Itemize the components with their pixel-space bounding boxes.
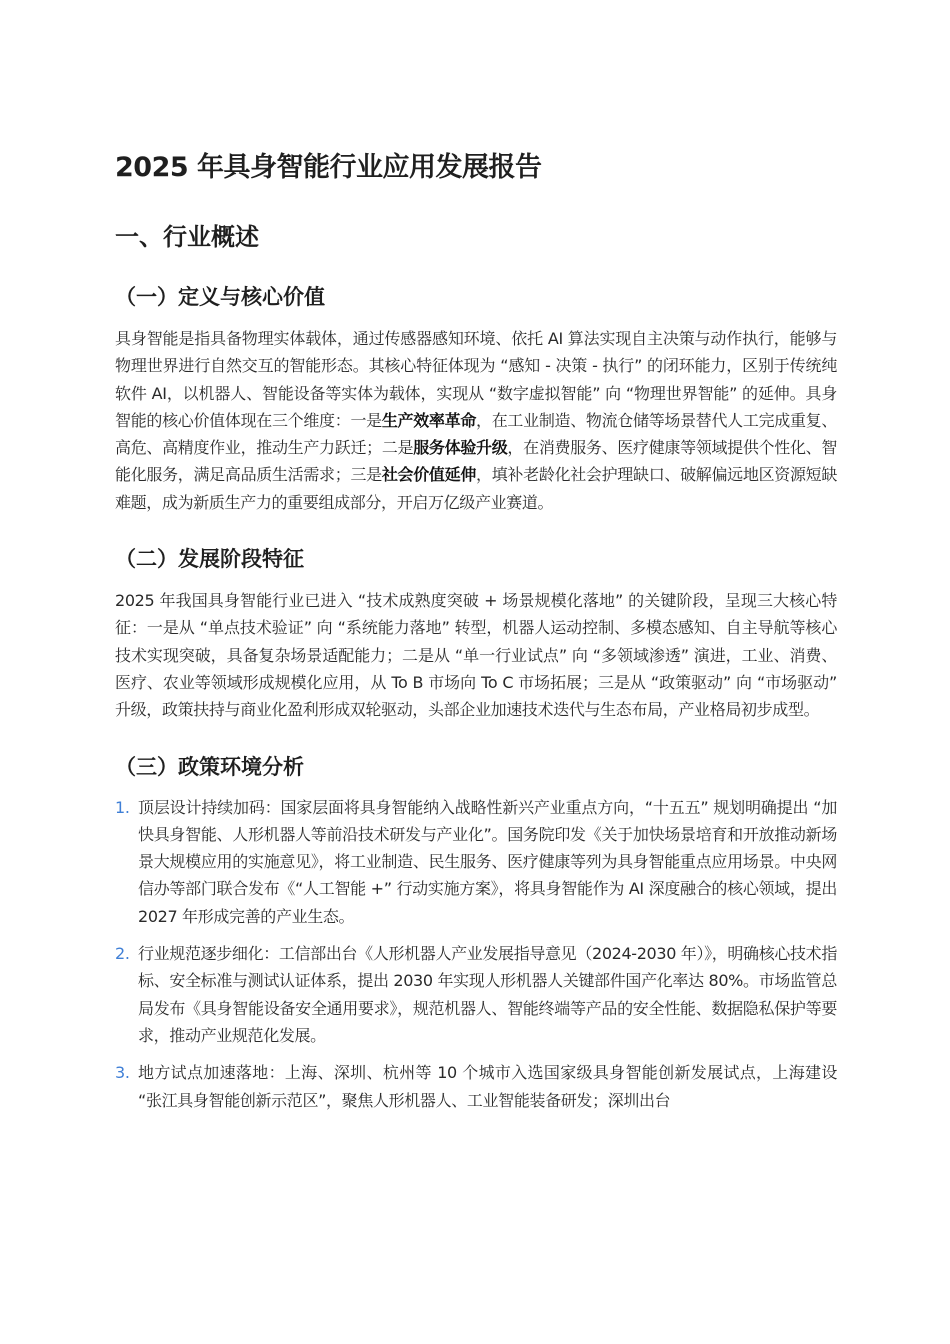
list-item-text: 顶层设计持续加码：国家层面将具身智能纳入战略性新兴产业重点方向，“十五五” 规划明确提出 “加快具身智能、人形机器人等前沿技术研发与产业化”。国务院印发《关于加快场景培育和开放推动新场景大规模应用的实施意见》，将工业制造、民生服务、医疗健康等列为具身智能重点应用场景。中央网信办等部门联合发布《“人工智能 +” 行动实施方案》，将具身智能作为 AI 深度融合的核心领域，提出 2027 年形成完善的产业生态。 <box>138 797 837 926</box>
document-page <box>115 150 837 1124</box>
list-item <box>115 794 837 930</box>
report-title: 2025 年具身智能行业应用发展报告 <box>115 152 542 183</box>
stage-paragraph: 2025 年我国具身智能行业已进入 “技术成熟度突破 + 场景规模化落地” 的关键阶段，呈现三大核心特征：一是从 “单点技术验证” 向 “系统能力落地” 转型，机器人运动控制、多模态感知、自主导航等核心技术实现突破，具备复杂场景适配能力；二是从 “单一行业试点” 向 “多领域渗透” 演进，工业、消费、医疗、农业等领域形成规模化应用，从 To B 市场向 To C 市场拓展；三是从 “政策驱动” 向 “市场驱动” 升级，政策扶持与商业化盈利形成双轮驱动，头部企业加速技术迭代与生态布局，产业格局初步成型。 <box>115 591 837 720</box>
definition-text-2: ，在工业制造、物流仓储等场景替代人工完成重复、高危、高精度作业，推动生产力跃迁；二是 <box>115 410 837 458</box>
subsection-heading-policy: （三）政策环境分析 <box>115 754 304 779</box>
policy-list <box>115 794 837 1114</box>
list-number: 3. <box>115 1063 130 1083</box>
bold-service-upgrade: 服务体验升级 <box>413 438 508 458</box>
subsection-heading-definition: （一）定义与核心价值 <box>115 285 325 309</box>
list-item-text: 行业规范逐步细化：工信部出台《人形机器人产业发展指导意见（2024-2030 年）》，明确核心技术指标、安全标准与测试认证体系，提出 2030 年实现人形机器人关键部件国产化率达 80%。市场监管总局发布《具身智能设备安全通用要求》，规范机器人、智能终端等产品的安全性能、数据隐私保护等要求，推动产业规范化发展。 <box>138 944 838 1045</box>
subsection-heading-stage: （二）发展阶段特征 <box>115 547 304 572</box>
list-item <box>115 940 837 1049</box>
definition-paragraph <box>115 325 837 516</box>
list-number: 1. <box>115 797 130 817</box>
definition-text-1: 具身智能是指具备物理实体载体，通过传感器感知环境、依托 AI 算法实现自主决策与动作执行，能够与物理世界进行自然交互的智能形态。其核心特征体现为 “感知 - 决策 - 执行” 的闭环能力，区别于传统纯软件 AI，以机器人、智能设备等实体为载体，实现从 “数字虚拟智能” 向 “物理世界智能” 的延伸。具身智能的核心价值体现在三个维度：一是 <box>115 329 837 430</box>
section-heading-overview: 一、行业概述 <box>115 223 259 251</box>
list-item <box>115 1059 837 1114</box>
list-item-text: 地方试点加速落地：上海、深圳、杭州等 10 个城市入选国家级具身智能创新发展试点，上海建设 “张江具身智能创新示范区”，聚焦人形机器人、工业智能装备研发；深圳出台 <box>138 1063 837 1110</box>
bold-social-value: 社会价值延伸 <box>381 465 477 485</box>
bold-production-efficiency: 生产效率革命 <box>381 410 477 430</box>
definition-text-4: ，填补老龄化社会护理缺口、破解偏远地区资源短缺难题，成为新质生产力的重要组成部分，开启万亿级产业赛道。 <box>115 465 837 512</box>
definition-text-3: ，在消费服务、医疗健康等领域提供个性化、智能化服务，满足高品质生活需求；三是 <box>115 438 837 485</box>
list-number: 2. <box>115 944 130 964</box>
